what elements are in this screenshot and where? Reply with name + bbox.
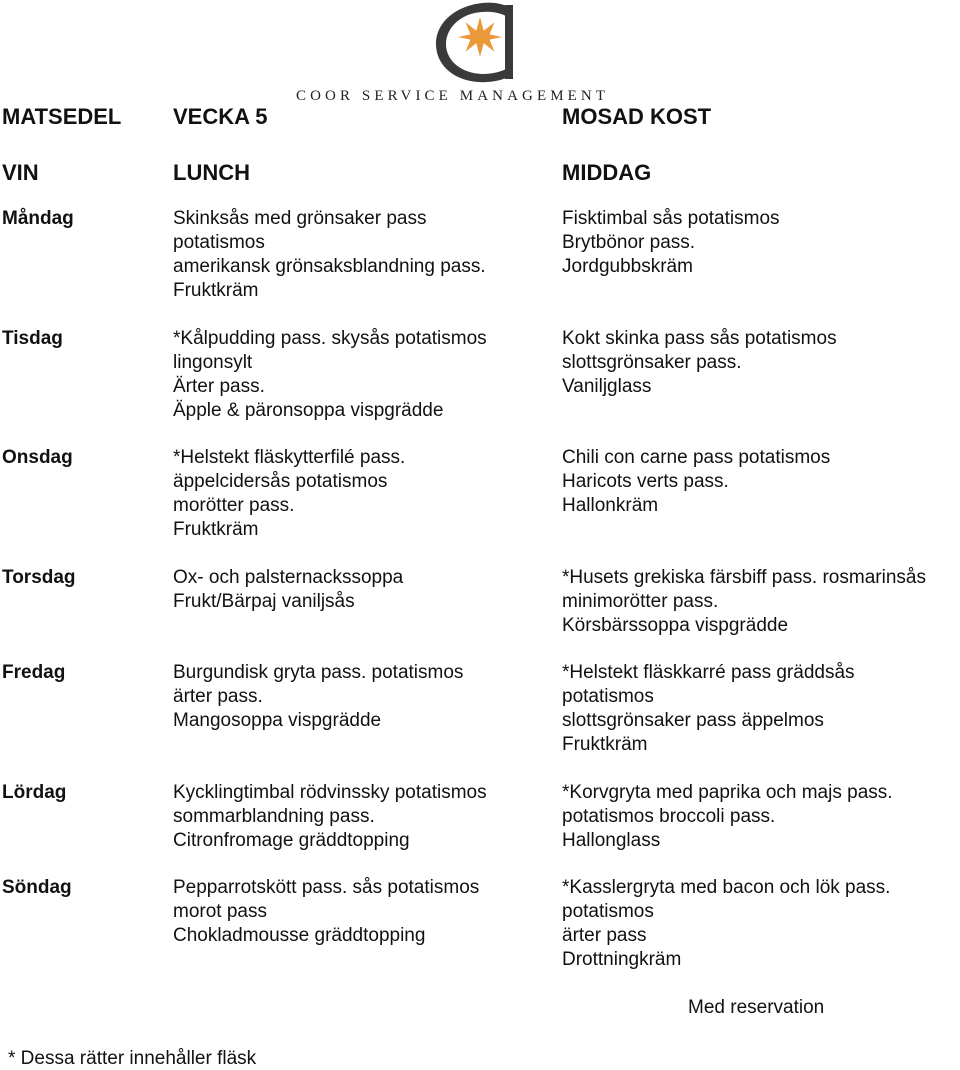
lunch-sunday xyxy=(173,876,479,948)
column-header-lunch: LUNCH xyxy=(173,160,250,185)
dish-line: Haricots verts pass. xyxy=(562,471,729,492)
day-tuesday: Tisdag xyxy=(2,328,63,349)
dinner-thursday xyxy=(562,566,926,638)
coor-logo-icon xyxy=(432,0,520,86)
column-header-dinner: MIDDAG xyxy=(562,160,652,185)
dish-line: Hallonglass xyxy=(562,830,661,851)
dish-line: Hallonkräm xyxy=(562,495,659,516)
dish-line: Skinksås med grönsaker pass xyxy=(173,208,427,229)
dish-line: morötter pass. xyxy=(173,495,295,516)
dinner-wednesday xyxy=(562,446,830,518)
dish-line: Ox- och palsternackssoppa xyxy=(173,567,404,588)
lunch-tuesday xyxy=(173,327,487,423)
dish-line: Äpple & päronsoppa vispgrädde xyxy=(173,400,444,421)
dish-line: *Kasslergryta med bacon och lök pass. xyxy=(562,877,891,898)
lunch-saturday xyxy=(173,781,487,853)
dinner-friday xyxy=(562,661,855,757)
dish-line: ärter pass. xyxy=(173,686,263,707)
diet-label: MOSAD KOST xyxy=(562,104,712,129)
brand-text: COOR SERVICE MANAGEMENT xyxy=(296,88,610,104)
dish-line: Fruktkräm xyxy=(173,280,259,301)
dish-line: potatismos xyxy=(173,232,265,253)
dish-line: Fruktkräm xyxy=(173,519,259,540)
dish-line: Chili con carne pass potatismos xyxy=(562,447,831,468)
dinner-saturday xyxy=(562,781,893,853)
pork-footnote: * Dessa rätter innehåller fläsk xyxy=(8,1048,257,1069)
dish-line: potatismos broccoli pass. xyxy=(562,806,776,827)
day-thursday: Torsdag xyxy=(2,567,76,588)
dish-line: Drottningkräm xyxy=(562,949,682,970)
dinner-sunday xyxy=(562,876,890,972)
dish-line: Ärter pass. xyxy=(173,376,265,397)
dish-line: Kycklingtimbal rödvinssky potatismos xyxy=(173,782,487,803)
day-monday: Måndag xyxy=(2,208,74,229)
dish-line: sommarblandning pass. xyxy=(173,806,375,827)
week-label: VECKA 5 xyxy=(173,104,268,129)
dish-line: Pepparrotskött pass. sås potatismos xyxy=(173,877,480,898)
dish-line: Chokladmousse gräddtopping xyxy=(173,925,426,946)
dish-line: minimorötter pass. xyxy=(562,591,719,612)
dish-line: *Korvgryta med paprika och majs pass. xyxy=(562,782,893,803)
dish-line: *Kålpudding pass. skysås potatismos xyxy=(173,328,487,349)
dish-line: slottsgrönsaker pass äppelmos xyxy=(562,710,824,731)
lunch-friday xyxy=(173,661,463,733)
dish-line: Frukt/Bärpaj vaniljsås xyxy=(173,591,355,612)
dish-line: *Helstekt fläskkarré pass gräddsås xyxy=(562,662,855,683)
dish-line: amerikansk grönsaksblandning pass. xyxy=(173,256,486,277)
column-header-wine: VIN xyxy=(2,160,39,185)
dish-line: slottsgrönsaker pass. xyxy=(562,352,742,373)
day-wednesday: Onsdag xyxy=(2,447,73,468)
day-saturday: Lördag xyxy=(2,782,67,803)
dish-line: potatismos xyxy=(562,686,654,707)
dish-line: Brytbönor pass. xyxy=(562,232,696,253)
dish-line: ärter pass xyxy=(562,925,647,946)
dish-line: potatismos xyxy=(562,901,654,922)
menu-title: MATSEDEL xyxy=(2,104,122,129)
day-sunday: Söndag xyxy=(2,877,72,898)
day-friday: Fredag xyxy=(2,662,66,683)
company-logo xyxy=(296,0,656,108)
dish-line: *Husets grekiska färsbiff pass. rosmarinsås xyxy=(562,567,926,588)
dish-line: Mangosoppa vispgrädde xyxy=(173,710,382,731)
dinner-monday xyxy=(562,207,780,279)
dish-line: Vaniljglass xyxy=(562,376,652,397)
dish-line: Kokt skinka pass sås potatismos xyxy=(562,328,837,349)
dish-line: Fruktkräm xyxy=(562,734,648,755)
dish-line: äppelcidersås potatismos xyxy=(173,471,388,492)
lunch-wednesday xyxy=(173,446,405,542)
dish-line: *Helstekt fläskytterfilé pass. xyxy=(173,447,406,468)
lunch-monday xyxy=(173,207,486,303)
dish-line: morot pass xyxy=(173,901,267,922)
reservation-note: Med reservation xyxy=(688,997,825,1018)
dish-line: Jordgubbskräm xyxy=(562,256,693,277)
lunch-thursday xyxy=(173,566,403,614)
dish-line: Körsbärssoppa vispgrädde xyxy=(562,615,789,636)
dish-line: Burgundisk gryta pass. potatismos xyxy=(173,662,464,683)
dinner-tuesday xyxy=(562,327,837,399)
dish-line: Fisktimbal sås potatismos xyxy=(562,208,780,229)
dish-line: lingonsylt xyxy=(173,352,253,373)
dish-line: Citronfromage gräddtopping xyxy=(173,830,410,851)
